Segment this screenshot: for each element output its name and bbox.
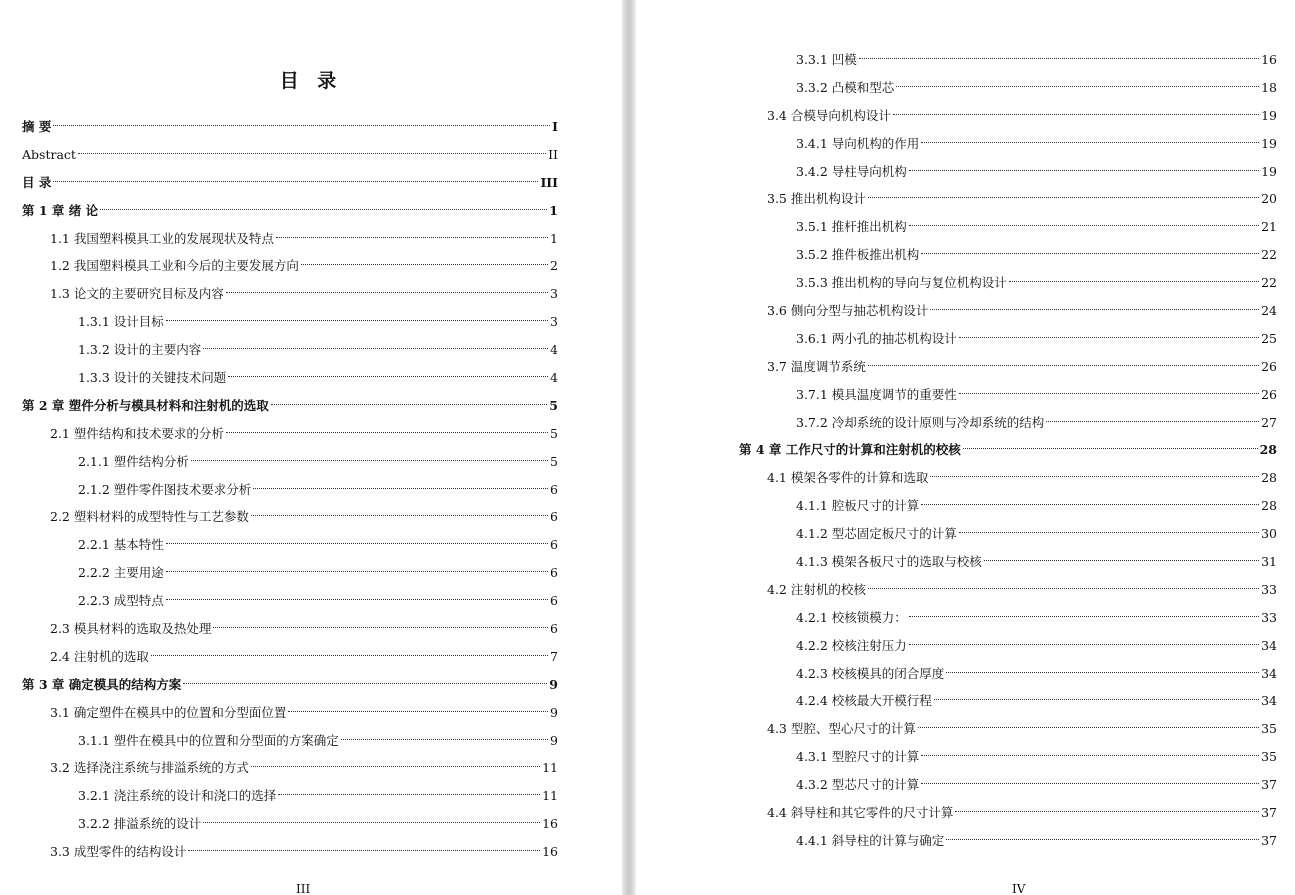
toc-entry-label: 1.3.1 设计目标 xyxy=(78,314,164,330)
toc-entry-label: 3.4 合模导向机构设计 xyxy=(767,107,891,123)
toc-entry[interactable] xyxy=(0,559,622,587)
dot-leader xyxy=(959,337,1259,338)
toc-entry-label: 2.1.1 塑件结构分析 xyxy=(78,453,189,469)
dot-leader xyxy=(203,348,548,349)
toc-entry[interactable] xyxy=(0,197,622,225)
toc-entry[interactable] xyxy=(0,364,622,392)
toc-entry[interactable] xyxy=(0,225,622,253)
toc-entry-page: 37 xyxy=(1261,777,1277,793)
dot-leader xyxy=(1046,421,1259,422)
dot-leader xyxy=(868,588,1259,589)
toc-entry-page: 30 xyxy=(1261,526,1277,542)
toc-entry[interactable] xyxy=(0,308,622,336)
toc-entry-page: 33 xyxy=(1261,609,1277,625)
toc-entry[interactable] xyxy=(636,102,1295,130)
toc-entry[interactable] xyxy=(0,671,622,699)
dot-leader xyxy=(253,488,548,489)
toc-entry-page: 11 xyxy=(542,788,558,804)
dot-leader xyxy=(959,532,1259,533)
toc-entry-page: 2 xyxy=(550,258,558,274)
toc-entry-page: 3 xyxy=(550,286,558,302)
toc-entry[interactable] xyxy=(0,420,622,448)
dot-leader xyxy=(930,309,1259,310)
toc-entry-label: 4.3 型腔、型心尺寸的计算 xyxy=(767,721,916,737)
dot-leader xyxy=(955,811,1259,812)
toc-entry-page: 5 xyxy=(550,425,558,441)
toc-entry-page: 25 xyxy=(1261,330,1277,346)
dot-leader xyxy=(183,683,547,684)
toc-entry-page: 34 xyxy=(1261,693,1277,709)
dot-leader xyxy=(909,170,1259,171)
dot-leader xyxy=(893,114,1259,115)
dot-leader xyxy=(918,727,1259,728)
toc-entry[interactable] xyxy=(0,280,622,308)
toc-entry-label: 2.2.3 成型特点 xyxy=(78,593,164,609)
toc-entry-page: 28 xyxy=(1261,470,1277,486)
dot-leader xyxy=(341,739,548,740)
toc-entry-label: Abstract xyxy=(22,146,76,162)
toc-entry-label: 3.7.1 模具温度调节的重要性 xyxy=(796,386,957,402)
toc-entry[interactable] xyxy=(636,158,1295,186)
toc-entry-label: 2.1 塑件结构和技术要求的分析 xyxy=(50,425,224,441)
toc-entry-page: 1 xyxy=(549,202,558,218)
toc-entry-label: 目 录 xyxy=(22,174,52,190)
toc-entry[interactable] xyxy=(0,727,622,755)
toc-entry-page: 19 xyxy=(1261,107,1277,123)
toc-entry-label: 3.4.1 导向机构的作用 xyxy=(796,135,920,151)
toc-entry-label: 2.2.2 主要用途 xyxy=(78,565,164,581)
toc-entry[interactable] xyxy=(0,810,622,838)
toc-entry[interactable] xyxy=(636,74,1295,102)
page-number-footer: III xyxy=(296,882,311,895)
dot-leader xyxy=(909,225,1259,226)
page-gutter xyxy=(622,0,636,895)
dot-leader xyxy=(191,460,548,461)
toc-entry-page: 3 xyxy=(550,314,558,330)
toc-entry-page: 9 xyxy=(550,704,558,720)
toc-entry[interactable] xyxy=(636,297,1295,325)
toc-entry-label: 3.1 确定塑件在模具中的位置和分型面位置 xyxy=(50,704,287,720)
toc-entry[interactable] xyxy=(636,353,1295,381)
toc-entry-label: 2.3 模具材料的选取及热处理 xyxy=(50,621,212,637)
toc-entry[interactable] xyxy=(636,520,1295,548)
toc-entry-label: 第 1 章 绪 论 xyxy=(22,202,99,218)
toc-entry-page: 20 xyxy=(1261,191,1277,207)
toc-entry-page: 9 xyxy=(550,732,558,748)
toc-entry-label: 第 3 章 确定模具的结构方案 xyxy=(22,676,182,692)
toc-entry-label: 4.2.4 校核最大开模行程 xyxy=(796,693,932,709)
dot-leader xyxy=(78,153,546,154)
toc-entry-page: 6 xyxy=(550,537,558,553)
toc-entry-page: 35 xyxy=(1261,721,1277,737)
toc-entry-label: 1.3 论文的主要研究目标及内容 xyxy=(50,286,224,302)
toc-entry-label: 4.2.3 校核模具的闭合厚度 xyxy=(796,665,945,681)
dot-leader xyxy=(946,672,1259,673)
toc-entry-label: 1.3.3 设计的关键技术问题 xyxy=(78,370,227,386)
dot-leader xyxy=(166,543,548,544)
dot-leader xyxy=(859,58,1259,59)
toc-entry-page: 26 xyxy=(1261,386,1277,402)
toc-entry[interactable] xyxy=(636,576,1295,604)
toc-entry-label: 1.2 我国塑料模具工业和今后的主要发展方向 xyxy=(50,258,299,274)
toc-entry-label: 第 4 章 工作尺寸的计算和注射机的校核 xyxy=(739,442,961,458)
toc-entry-page: 16 xyxy=(542,844,558,860)
toc-entry-page: 22 xyxy=(1261,247,1277,263)
toc-entry-page: 26 xyxy=(1261,358,1277,374)
dot-leader xyxy=(288,711,548,712)
toc-entry-label: 3.4.2 导柱导向机构 xyxy=(796,163,907,179)
toc-entry-page: 27 xyxy=(1261,414,1277,430)
toc-entry-page: 21 xyxy=(1261,219,1277,235)
toc-entry-label: 3.5 推出机构设计 xyxy=(767,191,866,207)
toc-entry[interactable] xyxy=(0,476,622,504)
toc-entry[interactable] xyxy=(636,213,1295,241)
toc-entry-label: 第 2 章 塑件分析与模具材料和注射机的选取 xyxy=(22,397,269,413)
toc-entry-label: 3.5.3 推出机构的导向与复位机构设计 xyxy=(796,275,1007,291)
toc-entry-page: 18 xyxy=(1261,79,1277,95)
dot-leader xyxy=(100,209,547,210)
toc-entry-page: 34 xyxy=(1261,637,1277,653)
dot-leader xyxy=(921,504,1259,505)
toc-entry[interactable] xyxy=(636,409,1295,437)
toc-entry[interactable] xyxy=(0,754,622,782)
dot-leader xyxy=(278,794,540,795)
dot-leader xyxy=(226,432,548,433)
toc-entry-page: 5 xyxy=(550,453,558,469)
toc-entry-label: 1.1 我国塑料模具工业的发展现状及特点 xyxy=(50,230,274,246)
toc-entry[interactable] xyxy=(0,643,622,671)
dot-leader xyxy=(921,783,1259,784)
dot-leader xyxy=(53,181,538,182)
toc-entry[interactable] xyxy=(0,113,622,141)
toc-entry[interactable] xyxy=(0,503,622,531)
toc-entry-label: 3.3.1 凹模 xyxy=(796,52,857,67)
toc-entry[interactable] xyxy=(0,838,622,866)
dot-leader xyxy=(53,125,550,126)
toc-entry-label: 4.4.1 斜导柱的计算与确定 xyxy=(796,832,945,848)
toc-entry[interactable] xyxy=(636,548,1295,576)
toc-entry-label: 3.5.1 推杆推出机构 xyxy=(796,219,907,235)
toc-entry-page: 4 xyxy=(550,342,558,358)
dot-leader xyxy=(151,655,548,656)
toc-entry[interactable] xyxy=(636,381,1295,409)
dot-leader xyxy=(276,237,548,238)
toc-entry-label: 摘 要 xyxy=(22,119,52,134)
toc-entry-page: 37 xyxy=(1261,832,1277,848)
toc-entry-page: II xyxy=(548,146,558,162)
toc-entry-page: 37 xyxy=(1261,805,1277,821)
toc-entry[interactable] xyxy=(636,269,1295,297)
toc-entry-label: 2.2.1 基本特性 xyxy=(78,537,164,553)
toc-list-left xyxy=(0,113,622,866)
toc-entry-label: 3.6.1 两小孔的抽芯机构设计 xyxy=(796,330,957,346)
toc-entry-label: 3.5.2 推件板推出机构 xyxy=(796,247,920,263)
page-number-footer: IV xyxy=(1012,882,1026,895)
dot-leader xyxy=(188,850,540,851)
toc-entry-page: 19 xyxy=(1261,135,1277,151)
toc-entry-page: 33 xyxy=(1261,581,1277,597)
toc-entry-label: 4.1.3 模架各板尺寸的选取与校核 xyxy=(796,554,982,570)
toc-entry[interactable] xyxy=(0,531,622,559)
toc-entry-label: 4.3.2 型芯尺寸的计算 xyxy=(796,777,920,793)
toc-entry-label: 2.2 塑料材料的成型特性与工艺参数 xyxy=(50,509,249,525)
toc-entry-label: 3.3.2 凸模和型芯 xyxy=(796,79,895,95)
dot-leader xyxy=(909,644,1259,645)
toc-entry-page: 9 xyxy=(549,676,558,692)
dot-leader xyxy=(166,571,548,572)
toc-entry-page: 16 xyxy=(542,816,558,832)
dot-leader xyxy=(921,142,1259,143)
dot-leader xyxy=(921,755,1259,756)
toc-entry[interactable] xyxy=(636,660,1295,688)
dot-leader xyxy=(868,365,1259,366)
toc-entry[interactable] xyxy=(0,615,622,643)
toc-entry-page: 28 xyxy=(1259,442,1277,458)
toc-entry-label: 3.7 温度调节系统 xyxy=(767,358,866,374)
dot-leader xyxy=(946,839,1259,840)
toc-entry-label: 3.7.2 冷却系统的设计原则与冷却系统的结构 xyxy=(796,414,1045,430)
toc-entry-label: 4.2 注射机的校核 xyxy=(767,581,866,597)
toc-entry[interactable] xyxy=(636,799,1295,827)
dot-leader xyxy=(1009,281,1259,282)
toc-entry[interactable] xyxy=(636,325,1295,353)
toc-entry[interactable] xyxy=(636,46,1295,74)
toc-entry-label: 4.4 斜导柱和其它零件的尺寸计算 xyxy=(767,805,954,821)
dot-leader xyxy=(930,476,1259,477)
toc-entry[interactable] xyxy=(636,492,1295,520)
toc-entry-page: 6 xyxy=(550,565,558,581)
toc-entry-page: 34 xyxy=(1261,665,1277,681)
toc-entry[interactable] xyxy=(0,336,622,364)
toc-entry-page: 6 xyxy=(550,509,558,525)
toc-title: 目 录 xyxy=(279,70,343,92)
dot-leader xyxy=(213,627,548,628)
dot-leader xyxy=(271,404,548,405)
toc-entry-label: 2.4 注射机的选取 xyxy=(50,648,149,664)
toc-entry[interactable] xyxy=(0,448,622,476)
toc-entry[interactable] xyxy=(0,169,622,197)
dot-leader xyxy=(868,197,1259,198)
dot-leader xyxy=(226,292,548,293)
toc-entry-page: 11 xyxy=(542,760,558,776)
dot-leader xyxy=(203,822,540,823)
toc-entry[interactable] xyxy=(636,604,1295,632)
toc-entry-label: 4.2.2 校核注射压力 xyxy=(796,637,907,653)
toc-entry-label: 3.3 成型零件的结构设计 xyxy=(50,844,187,860)
dot-leader xyxy=(301,264,548,265)
dot-leader xyxy=(166,599,548,600)
toc-entry-page: 35 xyxy=(1261,749,1277,765)
toc-entry-page: 4 xyxy=(550,370,558,386)
toc-entry-page: 5 xyxy=(549,397,558,413)
toc-entry-label: 3.2 选择浇注系统与排溢系统的方式 xyxy=(50,760,249,776)
toc-entry[interactable] xyxy=(0,587,622,615)
toc-entry[interactable] xyxy=(636,464,1295,492)
toc-entry-page: 6 xyxy=(550,593,558,609)
toc-entry[interactable] xyxy=(0,392,622,420)
dot-leader xyxy=(228,376,548,377)
toc-list-right xyxy=(636,46,1295,855)
toc-entry-page: 6 xyxy=(550,621,558,637)
dot-leader xyxy=(251,766,540,767)
right-document-page xyxy=(636,0,1295,895)
dot-leader xyxy=(896,86,1259,87)
dot-leader xyxy=(984,560,1259,561)
toc-entry-label: 1.3.2 设计的主要内容 xyxy=(78,342,202,358)
toc-entry-page: 24 xyxy=(1261,303,1277,319)
toc-entry-page: 28 xyxy=(1261,498,1277,514)
toc-entry-label: 2.1.2 塑件零件图技术要求分析 xyxy=(78,481,252,497)
toc-entry-label: 4.3.1 型腔尺寸的计算 xyxy=(796,749,920,765)
dot-leader xyxy=(934,699,1259,700)
toc-entry-page: I xyxy=(552,119,558,134)
dot-leader xyxy=(921,253,1259,254)
toc-entry[interactable] xyxy=(636,185,1295,213)
toc-entry[interactable] xyxy=(636,130,1295,158)
toc-entry[interactable] xyxy=(0,252,622,280)
toc-entry-label: 3.2.2 排溢系统的设计 xyxy=(78,816,202,832)
toc-entry[interactable] xyxy=(636,715,1295,743)
toc-entry-label: 4.1 模架各零件的计算和选取 xyxy=(767,470,929,486)
toc-entry-page: 22 xyxy=(1261,275,1277,291)
toc-entry[interactable] xyxy=(636,827,1295,855)
dot-leader xyxy=(959,393,1259,394)
toc-entry-page: 7 xyxy=(550,648,558,664)
toc-entry-page: 31 xyxy=(1261,554,1277,570)
toc-entry[interactable] xyxy=(0,141,622,169)
toc-entry[interactable] xyxy=(0,699,622,727)
toc-entry[interactable] xyxy=(636,436,1295,464)
toc-entry[interactable] xyxy=(0,782,622,810)
toc-entry-label: 4.2.1 校核锁模力： xyxy=(796,609,907,625)
left-document-page xyxy=(0,0,622,895)
toc-entry-page: 19 xyxy=(1261,163,1277,179)
toc-entry-page: 1 xyxy=(550,230,558,246)
toc-entry[interactable] xyxy=(636,687,1295,715)
toc-entry-label: 4.1.2 型芯固定板尺寸的计算 xyxy=(796,526,957,542)
toc-entry-label: 3.2.1 浇注系统的设计和浇口的选择 xyxy=(78,788,277,804)
dot-leader xyxy=(963,448,1258,449)
toc-entry-page: III xyxy=(540,174,558,190)
toc-entry-page: 6 xyxy=(550,481,558,497)
toc-entry[interactable] xyxy=(636,632,1295,660)
dot-leader xyxy=(251,515,548,516)
dot-leader xyxy=(166,320,548,321)
toc-entry-label: 3.6 侧向分型与抽芯机构设计 xyxy=(767,303,929,319)
toc-entry[interactable] xyxy=(636,241,1295,269)
toc-entry-label: 4.1.1 腔板尺寸的计算 xyxy=(796,498,920,514)
toc-entry[interactable] xyxy=(636,743,1295,771)
toc-entry-label: 3.1.1 塑件在模具中的位置和分型面的方案确定 xyxy=(78,732,339,748)
dot-leader xyxy=(909,616,1259,617)
toc-entry[interactable] xyxy=(636,771,1295,799)
toc-entry-page: 16 xyxy=(1261,52,1277,67)
